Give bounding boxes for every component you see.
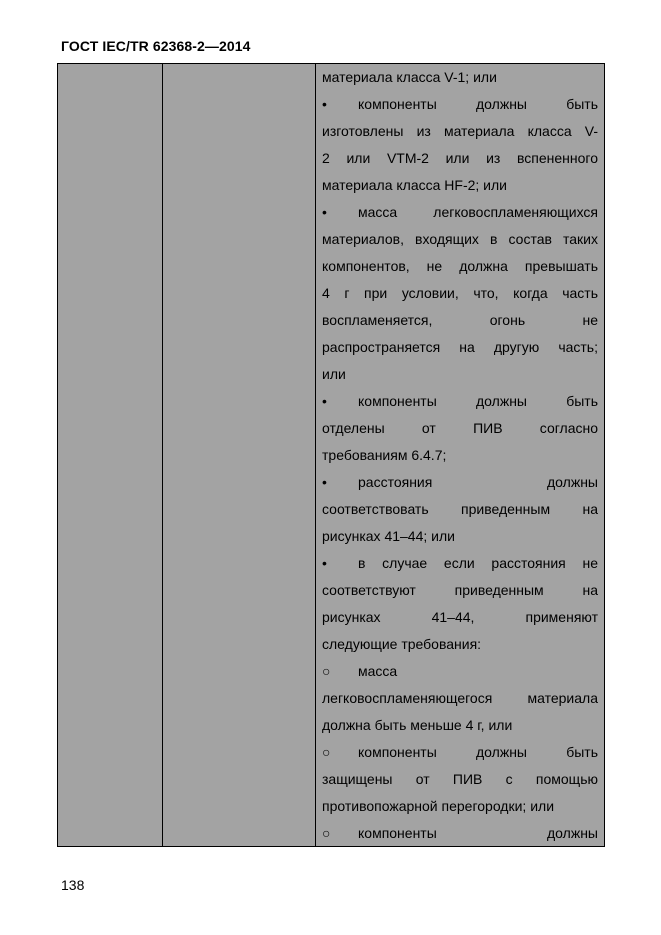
text-line-content: распространяется на другую часть;	[322, 339, 598, 355]
circle-marker: ○	[322, 825, 331, 841]
text-line-content: должна быть меньше 4 г, или	[322, 717, 513, 733]
text-line-content: материала класса V-1; или	[322, 69, 497, 85]
text-line-content: отделены от ПИВ согласно	[322, 420, 598, 436]
text-line	[322, 64, 598, 91]
table-column-3	[316, 64, 604, 846]
circle-marker: ○	[322, 663, 331, 679]
text-line	[322, 820, 598, 847]
text-line	[322, 388, 598, 415]
text-line-content: следующие требования:	[322, 636, 482, 652]
text-line-content: материалов, входящих в состав таких	[322, 231, 598, 247]
table-column-1	[58, 64, 163, 846]
text-line	[322, 199, 598, 226]
text-line	[322, 766, 598, 793]
text-line	[322, 658, 598, 685]
text-line-content: требованиям 6.4.7;	[322, 447, 447, 463]
text-line-content: противопожарной перегородки; или	[322, 798, 555, 814]
text-line-content: 2 или VTM-2 или из вспененного	[322, 150, 598, 166]
text-line-content: или	[322, 366, 346, 382]
text-line-content: защищены от ПИВ с помощью	[322, 771, 598, 787]
text-line	[322, 415, 598, 442]
text-line	[322, 307, 598, 334]
text-line	[322, 361, 598, 388]
text-line	[322, 496, 598, 523]
text-line-content: компоненты должны быть	[358, 96, 598, 112]
text-line	[322, 550, 598, 577]
text-line-content: масса	[358, 663, 398, 679]
text-line-content: изготовлены из материала класса V-	[322, 123, 598, 139]
text-line	[322, 334, 598, 361]
text-line-content: компоненты должны быть	[358, 744, 598, 760]
text-line-content: воспламеняется, огонь не	[322, 312, 598, 328]
text-line-content: компонентов, не должна превышать	[322, 258, 598, 274]
page-number: 138	[61, 877, 85, 893]
table-column-2	[163, 64, 316, 846]
text-line	[322, 253, 598, 280]
text-line	[322, 280, 598, 307]
text-line	[322, 604, 598, 631]
text-line	[322, 226, 598, 253]
text-line	[322, 91, 598, 118]
text-line	[322, 172, 598, 199]
text-line-content: компоненты должны быть	[358, 393, 598, 409]
requirements-table	[57, 63, 605, 847]
text-line	[322, 631, 598, 658]
bullet-marker: •	[322, 393, 327, 409]
text-line	[322, 118, 598, 145]
text-line	[322, 712, 598, 739]
text-line	[322, 523, 598, 550]
bullet-marker: •	[322, 204, 327, 220]
text-line-content: масса легковоспламеняющихся	[358, 204, 598, 220]
text-line-content: расстояния должны	[358, 474, 598, 490]
text-line-content: рисунках 41–44, применяют	[322, 609, 598, 625]
text-line-content: легковоспламеняющегося материала	[322, 690, 598, 706]
text-line-content: в случае если расстояния не	[358, 555, 598, 571]
requirements-text	[322, 64, 598, 847]
bullet-marker: •	[322, 96, 327, 112]
text-line-content: компоненты должны	[358, 825, 598, 841]
text-line	[322, 469, 598, 496]
text-line-content: материала класса HF-2; или	[322, 177, 507, 193]
text-line	[322, 739, 598, 766]
bullet-marker: •	[322, 474, 327, 490]
text-line-content: рисунках 41–44; или	[322, 528, 455, 544]
text-line	[322, 442, 598, 469]
text-line	[322, 793, 598, 820]
text-line	[322, 685, 598, 712]
text-line-content: 4 г при условии, что, когда часть	[322, 285, 598, 301]
text-line-content: соответствовать приведенным на	[322, 501, 598, 517]
text-line	[322, 577, 598, 604]
text-line	[322, 145, 598, 172]
circle-marker: ○	[322, 744, 331, 760]
document-header: ГОСТ IEC/TR 62368-2—2014	[61, 38, 251, 54]
text-line-content: соответствуют приведенным на	[322, 582, 598, 598]
bullet-marker: •	[322, 555, 327, 571]
